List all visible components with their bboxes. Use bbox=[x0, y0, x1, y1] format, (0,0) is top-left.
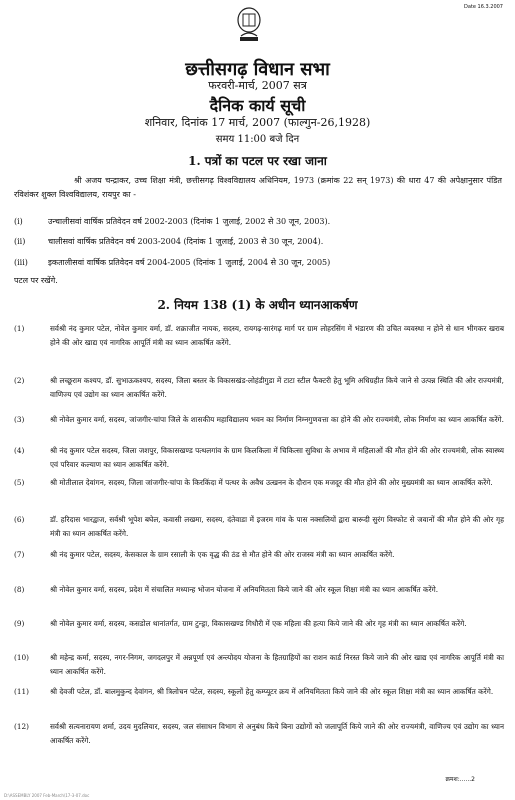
attention-item bbox=[14, 413, 504, 427]
attention-item-text: सर्वश्री नंद कुमार पटेल, नोवेल कुमार वर्मा, डॉ. शक्राजीत नायक, सदस्य, रायगढ़-सारंगढ़ मार्ग पर ग्राम लोहरसिंग में भंडारण की उचित व्यवस्था न होने से धान भीगकर खराब होने की ओर खाद्य एवं नागरिक आपूर्ति मंत्री का ध्यान आकर्षित करेंगे. bbox=[50, 324, 504, 347]
attention-item bbox=[14, 685, 504, 699]
attention-item-number: (9) bbox=[14, 619, 25, 628]
time-line: समय 11:00 बजे दिन bbox=[215, 134, 300, 145]
attention-item-text: श्री नंद कुमार पटेल, सदस्य, केसकाल के ग्राम रसाली के एक वृद्ध की ठंड से मौत होने की ओर राजस्व मंत्री का ध्यान आकर्षित करेंगे. bbox=[50, 550, 395, 559]
report-item bbox=[14, 216, 502, 228]
attention-item-text: श्री महेन्द्र कर्मा, सदस्य, नगर-निगम, जगदलपुर में अन्नपूर्णा एवं अन्त्योदय योजना के हितग्राहियों का राशन कार्ड निरस्त किये जाने की ओर खाद्य एवं नागरिक आपूर्ति मंत्री का ध्यान आकर्षित करेंगे. bbox=[50, 653, 504, 676]
attention-item bbox=[14, 583, 504, 597]
attention-item-number: (6) bbox=[14, 515, 25, 524]
attention-item-text: श्री मोतीलाल देवांगन, सदस्य, जिला जांजगीर-चांपा के किरकिंदा में पत्थर के अवैध उत्खनन के दौरान एक मजदूर की मौत होने की ओर मुख्यमंत्री का ध्यान आकर्षित करेंगे. bbox=[50, 478, 493, 487]
attention-item bbox=[14, 720, 504, 748]
document-date: Date 16.3.2007 bbox=[464, 4, 503, 10]
attention-item-number: (5) bbox=[14, 478, 25, 487]
attention-item bbox=[14, 444, 504, 472]
attention-item-text: श्री देवजी पटेल, डॉ. बालमुकुन्द देवांगन, श्री त्रिलोचन पटेल, सदस्य, स्कूलों हेतु कम्प्यूटर क्रय में अनियमितता किये जाने की ओर स्कूल शिक्षा मंत्री का ध्यान आकर्षित करेंगे. bbox=[50, 687, 494, 696]
report-item bbox=[14, 236, 502, 248]
attention-item bbox=[14, 651, 504, 679]
attention-item-text: श्री नोवेल कुमार वर्मा, सदस्य, प्रदेश में संचालित मध्यान्ह भोजन योजना में अनियमितता किये जाने की ओर स्कूल शिक्षा मंत्री का ध्यान आकर्षित करेंगे. bbox=[50, 585, 439, 594]
report-item-text: चालीसवां वार्षिक प्रतिवेदन वर्ष 2003-2004 (दिनांक 1 जुलाई, 2003 से 30 जून, 2004). bbox=[48, 237, 324, 246]
attention-item-number: (10) bbox=[14, 653, 29, 662]
assembly-title: छत्तीसगढ़ विधान सभा bbox=[185, 59, 330, 80]
attention-item-text: श्री नंद कुमार पटेल सदस्य, जिला जशपुर, विकासखण्ड पत्थलगांव के ग्राम किलकिला में चिकित्सा सुविधा के अभाव में महिलाओं की मौत होने की ओर राज्यमंत्री, लोक स्वास्थ्य एवं परिवार कल्याण का ध्यान आकर्षित करेंगे. bbox=[50, 446, 504, 469]
attention-item bbox=[14, 617, 504, 631]
report-item bbox=[14, 257, 502, 269]
attention-item-number: (12) bbox=[14, 722, 29, 731]
emblem-icon bbox=[234, 6, 264, 46]
attention-item-number: (7) bbox=[14, 550, 25, 559]
attention-item bbox=[14, 476, 504, 490]
attention-item-text: डॉ. हरिदास भारद्वाज, सर्वश्री भूपेश बघेल, कवासी लखमा, सदस्य, दंतेवाडा में इजरम गांव के पास नक्सलियों द्वारा बारूदी सुरंग विस्फोट से जवानों की मौत होने की ओर गृह मंत्री का ध्यान आकर्षित करेंगे. bbox=[50, 515, 504, 538]
attention-item bbox=[14, 513, 504, 541]
attention-item bbox=[14, 374, 504, 402]
attention-item bbox=[14, 322, 504, 350]
attention-item-number: (11) bbox=[14, 687, 29, 696]
continuation-note: क्रमश:......2 bbox=[445, 776, 475, 783]
section1-closing: पटल पर रखेंगे. bbox=[14, 276, 58, 285]
agenda-title: दैनिक कार्य सूची bbox=[209, 96, 306, 115]
attention-item-text: श्री लच्छूराम कश्यप, डॉ. सुभाऊकश्यप, सदस्य, जिला बस्तर के विकासखंड-लोहंडीगुडा में टाटा स्टील फैक्टरी हेतु भूमि अधिग्रहीत किये जाने से उत्पन्न स्थिति की ओर राज्यमंत्री, वाणिज्य एवं उद्योग का ध्यान आकर्षित करेंगे. bbox=[50, 376, 504, 399]
day-date-line: शनिवार, दिनांक 17 मार्च, 2007 (फाल्गुन-26,1928) bbox=[144, 116, 371, 129]
file-path-note: D:\ASSEMBLY 2007 Feb-March\17-3-07.doc bbox=[4, 793, 90, 798]
attention-item bbox=[14, 548, 504, 562]
attention-item-number: (1) bbox=[14, 324, 25, 333]
section1-heading: 1. पत्रों का पटल पर रखा जाना bbox=[188, 154, 327, 168]
attention-item-number: (2) bbox=[14, 376, 25, 385]
report-item-number: (ii) bbox=[14, 237, 26, 246]
attention-item-number: (4) bbox=[14, 446, 25, 455]
section1-paragraph: श्री अजय चन्द्राकर, उच्च शिक्षा मंत्री, छत्तीसगढ़ विश्वविद्यालय अधिनियम, 1973 (क्रमांक 22 सन् 1973) की धारा 47 की अपेक्षानुसार पंडित रविशंकर शुक्ल विश्वविद्यालय, रायपुर का - bbox=[14, 176, 502, 199]
session-line: फरवरी-मार्च, 2007 सत्र bbox=[208, 79, 307, 92]
report-item-number: (iii) bbox=[14, 258, 28, 267]
section2-heading: 2. नियम 138 (1) के अधीन ध्यानआकर्षण bbox=[157, 298, 358, 312]
report-item-text: उन्चालीसवां वार्षिक प्रतिवेदन वर्ष 2002-2003 (दिनांक 1 जुलाई, 2002 से 30 जून, 2003). bbox=[48, 217, 331, 226]
attention-item-text: श्री नोवेल कुमार वर्मा, सदस्य, जांजगीर-चांपा जिले के शासकीय महाविद्यालय भवन का निर्माण निम्नगुणवत्ता का होने की ओर राज्यमंत्री, लोक निर्माण का ध्यान आकर्षित करेंगे. bbox=[50, 415, 504, 424]
attention-item-number: (3) bbox=[14, 415, 25, 424]
attention-item-text: श्री नोवेल कुमार वर्मा, सदस्य, कसडोल थानांतर्गत, ग्राम टुन्ड्रा, विकासखण्ड गिधौरी में एक महिला की हत्या किये जाने की ओर गृह मंत्री का ध्यान आकर्षित करेंगे. bbox=[50, 619, 467, 628]
report-item-text: इकतालीसवां वार्षिक प्रतिवेदन वर्ष 2004-2005 (दिनांक 1 जुलाई, 2004 से 30 जून, 2005) bbox=[48, 258, 331, 267]
report-item-number: (i) bbox=[14, 217, 23, 226]
attention-item-text: सर्वश्री सत्यनारायण शर्मा, उदय मुदलियार, सदस्य, जल संसाधन विभाग से अनुबंध किये बिना उद्योगों को जलापूर्ति किये जाने की ओर राज्यमंत्री, वाणिज्य एवं उद्योग का ध्यान आकर्षित करेंगे. bbox=[50, 722, 504, 745]
attention-item-number: (8) bbox=[14, 585, 25, 594]
